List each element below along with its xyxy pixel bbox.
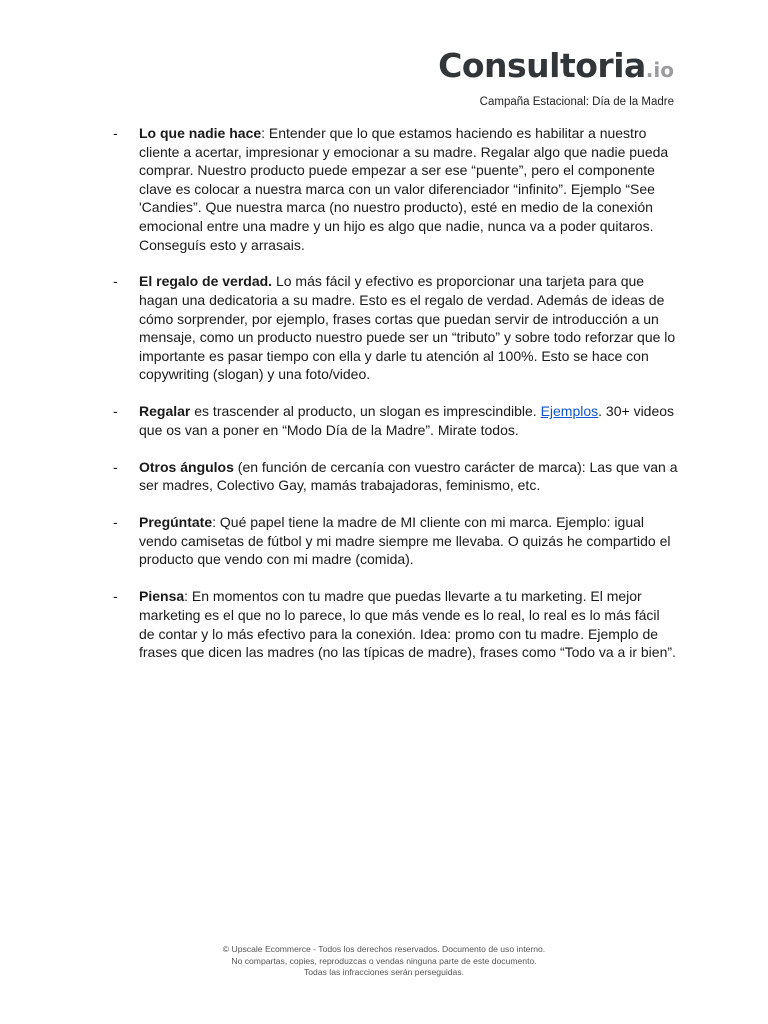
footer-line-no-compartas: No compartas, copies, reproduzcas o vendas ninguna parte de este documento. [231, 955, 537, 966]
bullet-list [113, 124, 678, 680]
bullet-dash: - [113, 588, 118, 605]
copyright-footer [0, 944, 768, 979]
bullet-dash: - [113, 514, 118, 531]
footer-line-infracciones: Todas las infracciones serán perseguidas. [303, 967, 465, 978]
consultoria-logo [438, 46, 674, 90]
item-heading: Pregúntate [139, 514, 213, 531]
logo-main-text: Consultoria [438, 46, 646, 85]
item-body: Lo más fácil y efectivo es proporcionar una tarjeta para que hagan una dedicatoria a su madre. Esto es el regalo de verdad. Además de ideas de cómo sorprender, por ejemplo, frases cortas que puedan servir de introducción a un mensaje, como un producto nuestro puede ser un “tributo” y sobre todo reforzar que lo importante es pasar tiempo con ella y darle tu atención al 100%. Esto se hace con copywriting (slogan) y una foto/video. [139, 273, 676, 383]
item-body: (en función de cercanía con vuestro carácter de marca): Las que van a ser madres, Colectivo Gay, mamás trabajadoras, feminismo, etc. [139, 458, 678, 494]
item-body: : Qué papel tiene la madre de MI cliente con mi marca. Ejemplo: igual vendo camisetas de fútbol y mi madre siempre me llevaba. O quizás he compartido el producto que vendo con mi madre (comida). [139, 514, 671, 568]
bullet-dash: - [113, 273, 118, 290]
list-item-preguntate [113, 513, 678, 569]
campaign-subtitle: Campaña Estacional: Día de la Madre [479, 96, 674, 108]
item-body-after-link: . 30+ videos que os van a poner en “Modo Día de la Madre”. Mirate todos. [139, 403, 675, 438]
item-heading: Otros ángulos [139, 458, 234, 475]
ejemplos-link[interactable]: Ejemplos [540, 403, 599, 420]
document-header [438, 46, 674, 109]
bullet-dash: - [113, 125, 118, 141]
item-heading: El regalo de verdad. [139, 273, 273, 290]
list-item-otros-angulos [113, 458, 678, 495]
item-heading: Lo que nadie hace [139, 125, 262, 141]
item-body: es trascender al producto, un slogan es imprescindible. [190, 403, 541, 420]
list-item-regalar [113, 402, 678, 439]
logo-tld-text: .io [645, 58, 674, 82]
item-body: : En momentos con tu madre que puedas llevarte a tu marketing. El mejor marketing es el que no lo parece, lo que más vende es lo real, lo real es lo más fácil de contar y lo más efectivo para la conexión. Idea: promo con tu madre. Ejemplo de frases que dicen las madres (no las típicas de madre), frases como “Todo va a ir bien”. [139, 588, 676, 661]
footer-line-copyright: © Upscale Ecommerce - Todos los derechos reservados. Documento de uso interno. [222, 944, 546, 954]
list-item-piensa [113, 587, 678, 661]
item-body: : Entender que lo que estamos haciendo es habilitar a nuestro cliente a acertar, impresionar y emocionar a su madre. Regalar algo que nadie pueda comprar. Nuestro producto puede empezar a ser ese “puente”, pero el componente clave es colocar a nuestra marca con un valor diferenciador “infinito”. Ejemplo “See 'Candies”. Que nuestra marca (no nuestro producto), esté en medio de la conexión emocional entre una madre y un hijo es algo que nadie, nunca va a poder quitaros. Conseguís esto y arrasais. [139, 125, 669, 253]
list-item-el-regalo-de-verdad [113, 272, 678, 384]
item-heading: Piensa [139, 588, 185, 605]
bullet-dash: - [113, 458, 118, 475]
item-heading: Regalar [139, 403, 191, 420]
list-item-lo-que-nadie-hace [113, 124, 678, 254]
bullet-dash: - [113, 403, 118, 420]
